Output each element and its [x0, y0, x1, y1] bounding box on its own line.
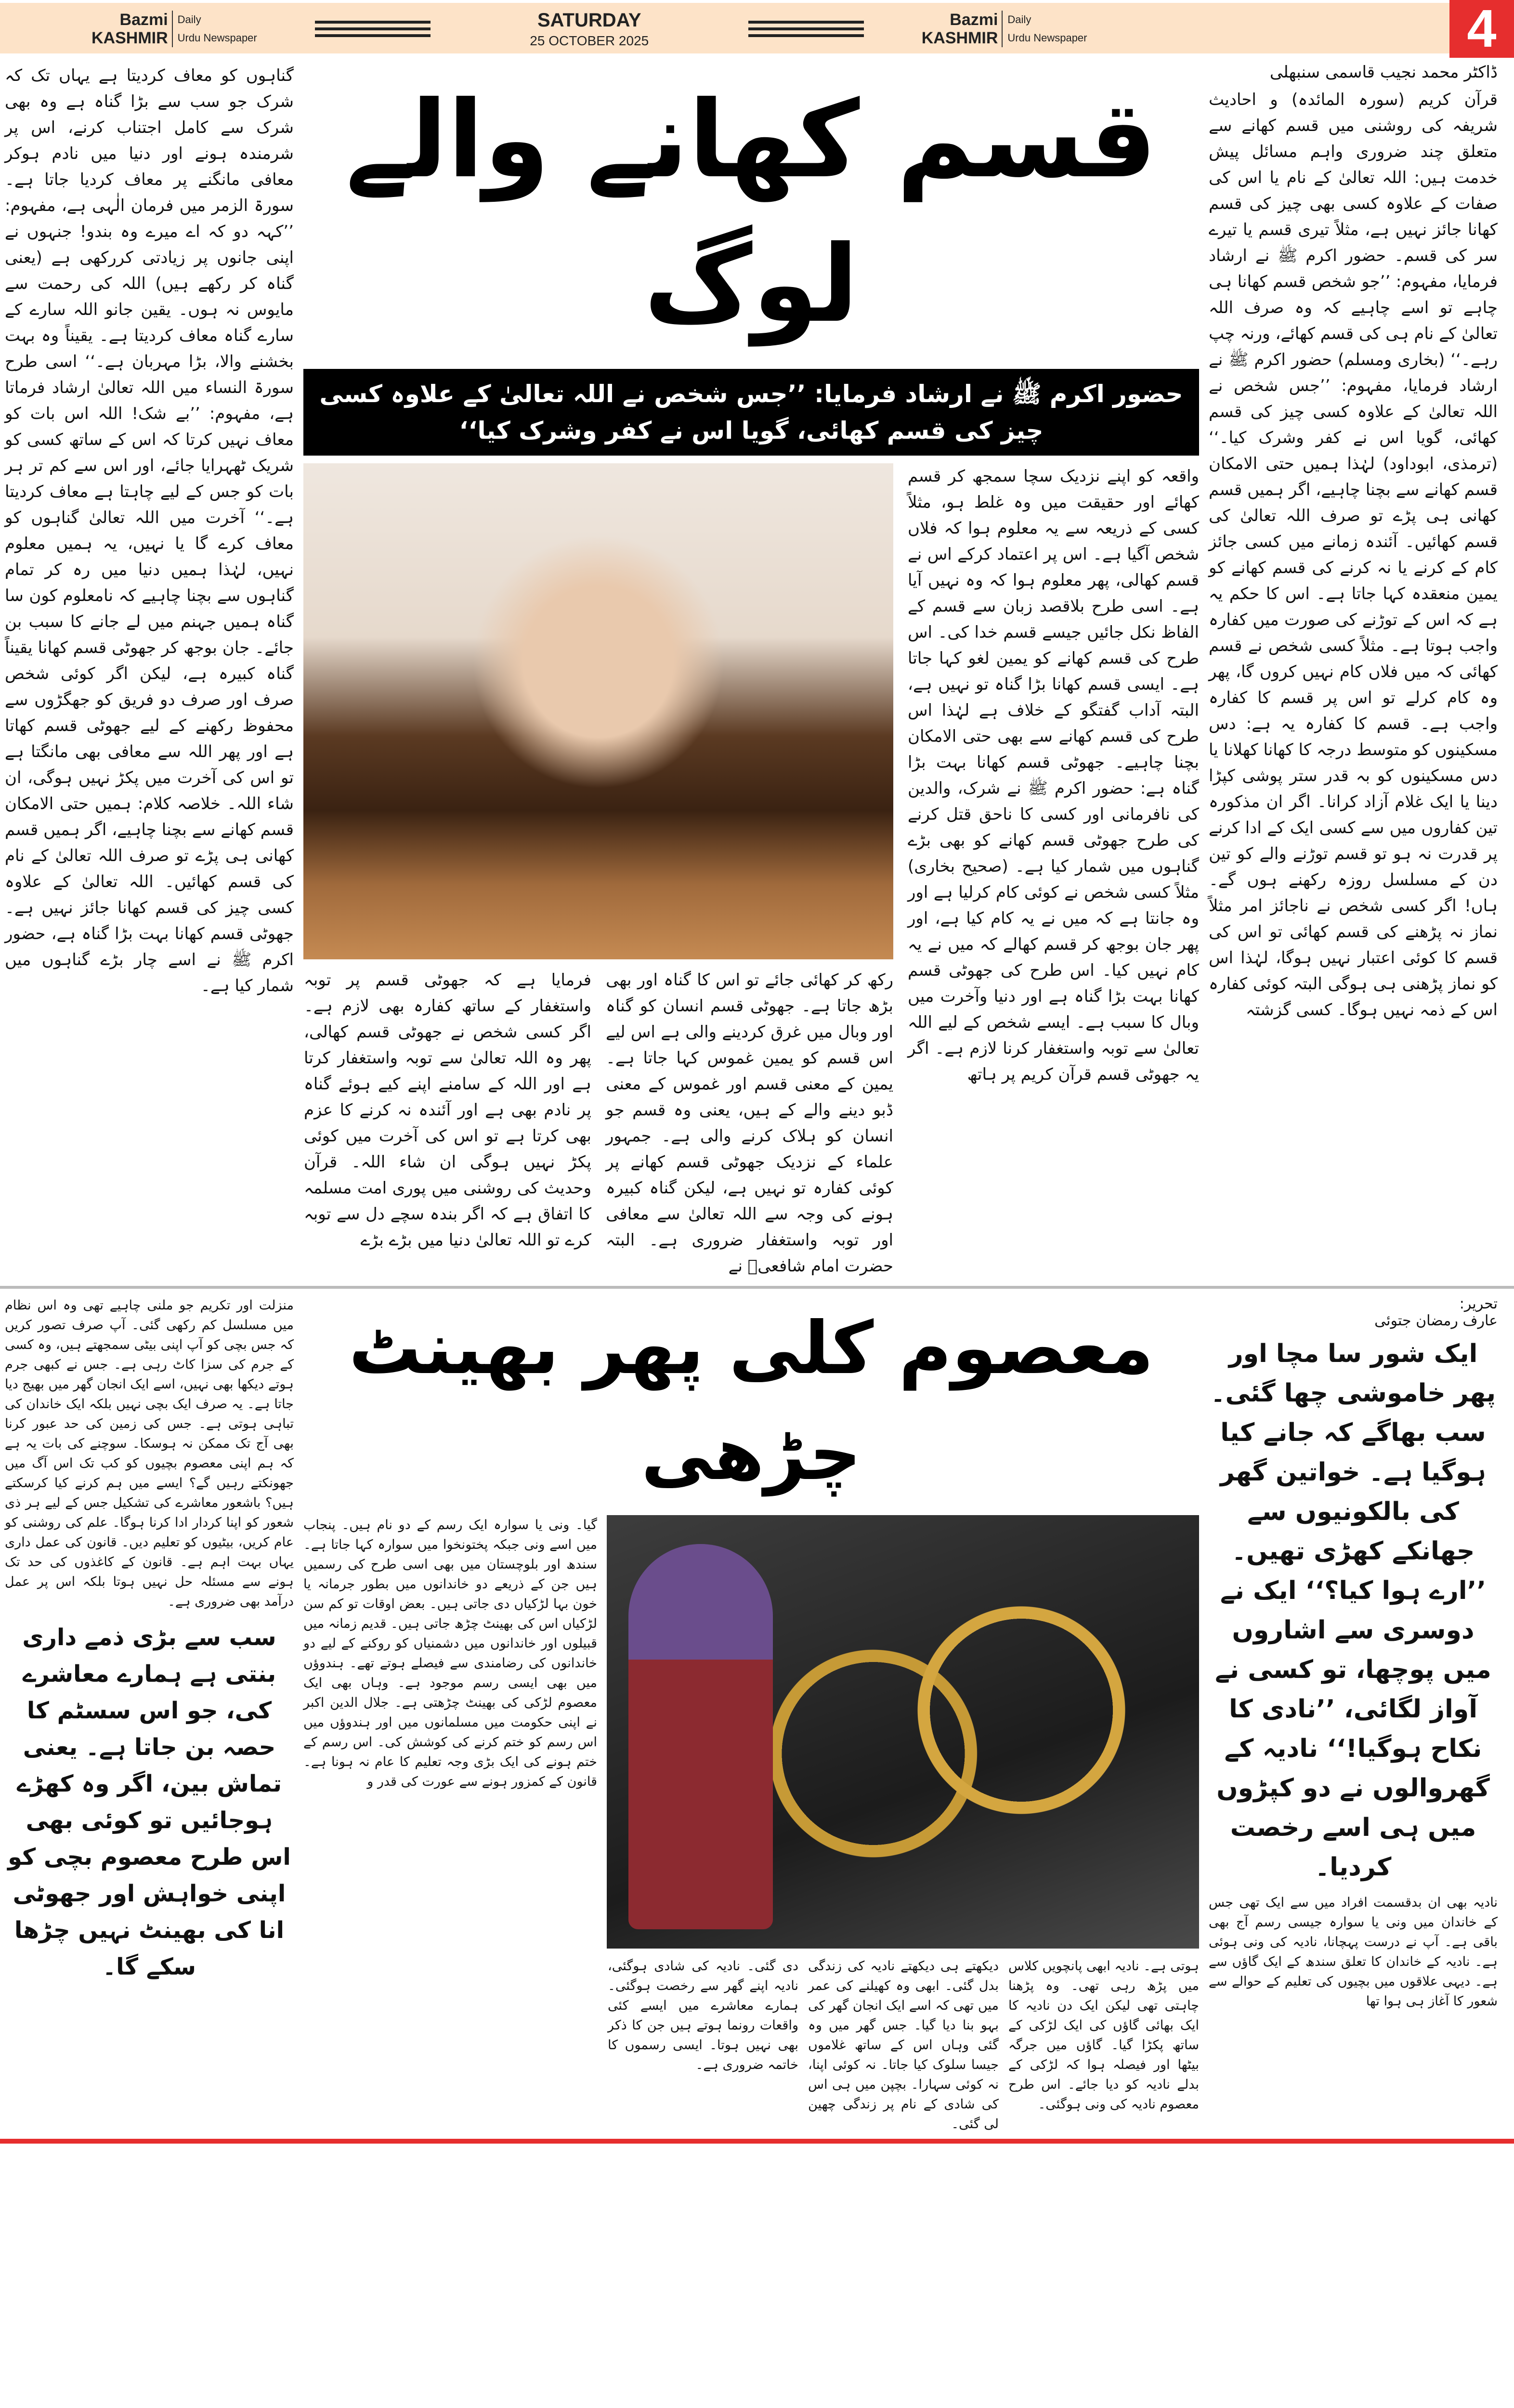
masthead-band — [0, 0, 1514, 58]
article1-right — [1209, 63, 1498, 1279]
rings-illustration — [607, 1515, 1199, 1949]
brand-tag-daily: Daily — [1007, 13, 1031, 26]
page-number: 4 — [1449, 0, 1514, 58]
section-divider — [0, 1286, 1514, 1289]
article1-column-below-1: رکھ کر کھائی جائے تو اس کا گناہ اور بھی بڑھ جاتا ہے۔ جھوٹی قسم انسان کو گناہ اور وبال میں غرق کردینے والی ہے اس لیے اس قسم کو یمین غموس کہا جاتا ہے۔ یمین کے معنی قسم اور غموس کے معنی ڈبو دینے والے کے ہیں، یعنی وہ قسم جو انسان کو ہلاک کرنے والی ہے۔ جمہور علماء کے نزدیک جھوٹی قسم کھانے پر کوئی کفارہ تو نہیں ہے، لیکن گناہ کبیرہ ہونے کی وجہ سے اللہ تعالیٰ سے معافی اور توبہ واستغفار ضروری ہے۔ البتہ حضرت امام شافعیؒ نے — [606, 970, 893, 1276]
article2-center — [303, 1296, 1199, 2134]
brand-tag-urdu: Urdu Newspaper — [177, 32, 257, 44]
article1-column-below-2: فرمایا ہے کہ جھوٹی قسم پر توبہ واستغفار کے ساتھ کفارہ بھی لازم ہے۔ اگر کسی شخص نے جھوٹی قسم کھالی، پھر وہ اللہ تعالیٰ سے توبہ واستغفار کرتا ہے اور اللہ کے سامنے اپنے کیے ہوئے گناہ پر نادم بھی ہے اور آئندہ نہ کرنے کا عزم بھی کرتا ہے تو اس کی آخرت میں کوئی پکڑ نہیں ہوگی ان شاء اللہ۔ قرآن وحدیث کی روشنی میں پوری امت مسلمہ کا اتفاق ہے کہ اگر بندہ سچے دل سے توبہ کرے تو اللہ تعالیٰ دنیا میں بڑے بڑے — [304, 970, 591, 1250]
issue-date: 25 OCTOBER 2025 — [530, 33, 649, 48]
brand-top: Bazmi — [119, 11, 168, 29]
brand-bottom: KASHMIR — [91, 29, 168, 47]
article2-right — [1209, 1296, 1498, 2134]
article2-column-under-image-1: ہوتی ہے۔ نادیہ ابھی پانچویں کلاس میں پڑھ رہی تھی۔ وہ پڑھنا چاہتی تھی لیکن ایک دن نادیہ کا ایک بھائی گاؤں کی ایک لڑکی کے ساتھ پکڑا گیا۔ گاؤں میں جرگہ بیٹھا اور فیصلہ ہوا کہ لڑکی کے بدلے نادیہ کو دیا جائے۔ اس طرح معصوم نادیہ کی ونی ہوگئی۔ — [1008, 1959, 1199, 2112]
article1 — [0, 63, 1514, 1279]
article1-quote-banner: حضور اکرم ﷺ نے ارشاد فرمایا: ’’جس شخص نے اللہ تعالیٰ کے علاوہ کسی چیز کی قسم کھائی، گویا اس نے کفر وشرک کیا‘‘ — [303, 369, 1199, 456]
masthead-left — [91, 11, 257, 47]
article2-lead-continued: نادیہ بھی ان بدقسمت افراد میں سے ایک تھی جس کے خاندان میں ونی یا سوارہ جیسی رسم آج بھی باقی ہے۔ آپ نے درست پہچانا، نادیہ کی ونی ہوئی ہے۔ نادیہ کے خاندان کا تعلق سندھ کے ایک گاؤں سے ہے۔ دیہی علاقوں میں بچیوں کی تعلیم کے حوالے سے شعور کا آغاز ہی ہوا تھا — [1209, 1895, 1498, 2009]
brand-top: Bazmi — [950, 11, 998, 29]
article2-column-under-image-3: دی گئی۔ نادیہ کی شادی ہوگئی، نادیہ اپنے گھر سے رخصت ہوگئی۔ ہمارے معاشرے میں ایسے کئی واقعات رونما ہوتے ہیں جن کا ذکر بھی نہیں ہوتا۔ ایسی رسموں کا خاتمہ ضروری ہے۔ — [608, 1959, 798, 2072]
article1-center — [303, 63, 1199, 1279]
footer-rule — [0, 2139, 1514, 2144]
masthead-right — [922, 11, 1087, 47]
article1-lower — [303, 463, 1199, 1279]
article1-column-left: گناہوں کو معاف کردیتا ہے یہاں تک کہ شرک جو سب سے بڑا گناہ ہے وہ بھی شرک سے کامل اجتناب کرنے، اس پر شرمندہ ہونے اور دنیا میں نادم ہوکر معافی مانگنے پر معاف کردیا جاتا ہے۔ سورۃ الزمر میں فرمان الٰہی ہے، مفہوم: ’’کہہ دو کہ اے میرے وہ بندو! جنہوں نے اپنی جانوں پر زیادتی کررکھی ہے (یعنی گناہ کر رکھے ہیں) اللہ کی رحمت سے مایوس نہ ہوں۔ یقین جانو اللہ سارے کے سارے گناہ معاف کردیتا ہے۔ یقیناً وہ بہت بخشنے والا، بڑا مہربان ہے۔‘‘ اسی طرح سورۃ النساء میں اللہ تعالیٰ ارشاد فرماتا ہے، مفہوم: ’’بے شک! اللہ اس بات کو معاف نہیں کرتا کہ اس کے ساتھ کسی کو شریک ٹھہرایا جائے، اور اس سے کم تر ہر بات کو جس کے لیے چاہتا ہے معاف کردیتا ہے۔‘‘ آخرت میں اللہ تعالیٰ گناہوں کو معاف کرے گا یا نہیں، یہ ہمیں معلوم نہیں، لہٰذا ہمیں دنیا میں رہ کر تمام گناہوں سے بچنا چاہیے کہ نامعلوم کون سا گناہ ہمیں جہنم میں لے جانے کا سبب بن جائے۔ جان بوجھ کر جھوٹی قسم کھانا یقیناً گناہ کبیرہ ہے، لیکن اگر کوئی شخص صرف اور صرف دو فریق کو جھگڑوں سے محفوظ رکھنے کے لیے جھوٹی قسم کھاتا ہے اور پھر اللہ سے معافی بھی مانگتا ہے تو اس کی آخرت میں پکڑ نہیں ہوگی، ان شاء اللہ۔ خلاصہ کلام: ہمیں حتی الامکان قسم کھانے سے بچنا چاہیے، اگر ہمیں قسم کھانی ہی پڑے تو صرف اللہ تعالیٰ کے نام کی قسم کھائیں۔ اللہ تعالیٰ کے علاوہ کسی چیز کی قسم کھانا جائز نہیں ہے۔ جھوٹی قسم کھانا بہت بڑا گناہ ہے، حضور اکرم ﷺ نے اسے چار بڑے گناہوں میں شمار کیا ہے۔ — [5, 66, 294, 995]
article1-column-right: قرآن کریم (سورہ المائدہ) و احادیث شریفہ کی روشنی میں قسم کھانے سے متعلق چند ضروری واہم مسائل پیش خدمت ہیں: اللہ تعالیٰ کے نام یا اس کی صفات کے علاوہ کسی بھی چیز کی قسم کھانا جائز نہیں ہے، مثلاً تیری قسم یا تیرے سر کی قسم۔ حضور اکرم ﷺ نے ارشاد فرمایا، مفہوم: ’’جو شخص قسم کھانا ہی چاہے تو اسے چاہیے کہ وہ صرف اللہ تعالیٰ کے نام ہی کی قسم کھائے، ورنہ چپ رہے۔‘‘ (بخاری ومسلم) حضور اکرم ﷺ نے ارشاد فرمایا، مفہوم: ’’جس شخص نے اللہ تعالیٰ کے علاوہ کسی چیز کی قسم کھائی، گویا اس نے کفر وشرک کیا۔‘‘ (ترمذی، ابوداود) لہٰذا ہمیں حتی الامکان قسم کھانے سے بچنا چاہیے، اگر ہمیں قسم کھانی ہی پڑے تو صرف اللہ تعالیٰ کی قسم کھائیں۔ آئندہ زمانے میں کسی جائز کام کے کرنے یا نہ کرنے کی قسم کھانے کو یمین منعقدہ کہا جاتا ہے۔ اس کا حکم یہ ہے کہ اس کے توڑنے کی صورت میں کفارہ واجب ہوتا ہے۔ مثلاً کسی شخص نے قسم کھائی کہ میں فلاں کام نہیں کروں گا، پھر وہ کام کرلے تو اس پر قسم کا کفارہ واجب ہے۔ قسم کا کفارہ یہ ہے: دس مسکینوں کو متوسط درجہ کا کھانا کھلانا یا دس مسکینوں کو بہ قدر ستر پوشی کپڑا دینا یا ایک غلام آزاد کرانا۔ اگر ان مذکورہ تین کفاروں میں سے کسی ایک کے ادا کرنے پر قدرت نہ ہو تو قسم توڑنے والے کو تین دن کے مسلسل روزہ رکھنے ہوں گے۔ ہاں! اگر کسی شخص نے ناجائز امر مثلاً نماز نہ پڑھنے کی قسم کھائی تو اس کی قسم کا کوئی اعتبار نہیں ہوگا، لہٰذا اس کو نماز پڑھنی ہی ہوگی البتہ کوئی کفارہ اس کے ذمہ نہیں ہوگا۔ کسی گزشتہ — [1209, 90, 1498, 1020]
article2-left — [5, 1296, 294, 2134]
byline-label: تحریر: — [1459, 1296, 1498, 1312]
weekday: SATURDAY — [537, 9, 641, 31]
article2-pull-quote: سب سے بڑی ذمے داری بنتی ہے ہمارے معاشرے کی، جو اس سسٹم کا حصہ بن جاتا ہے۔ یعنی تماش بین، اگر وہ کھڑے ہوجائیں تو کوئی بھی اس طرح معصوم بچی کو اپنی خواہش اور جھوٹی انا کی بھینٹ نہیں چڑھا سکے گا۔ — [8, 1624, 291, 1980]
article2-lead: ایک شور سا مچا اور پھر خاموشی چھا گئی۔ سب بھاگے کہ جانے کیا ہوگیا ہے۔ خواتین گھر کی بالکونیوں سے جھانکے کھڑی تھیں۔ ’’ارے ہوا کیا؟‘‘ ایک نے دوسری سے اشاروں میں پوچھا، تو کسی نے آواز لگائی، ’’نادی کا نکاح ہوگیا!‘‘ نادیہ کے گھروالوں نے دو کپڑوں میں ہی اسے رخصت کردیا۔ — [1211, 1339, 1496, 1882]
article2-author: عارف رمضان جتوئی — [1374, 1312, 1498, 1329]
hand-on-book-photo — [303, 463, 893, 959]
brand-tag-daily: Daily — [177, 13, 201, 26]
article2-column-middle: گیا۔ ونی یا سوارہ ایک رسم کے دو نام ہیں۔ پنجاب میں اسے ونی جبکہ پختونخوا میں سوارہ کہا جاتا ہے۔ سندھ اور بلوچستان میں بھی اسی طرح کی رسمیں ہیں جن کے ذریعے دو خاندانوں میں بطور جرمانہ یا خون بہا لڑکیاں دی جاتی ہیں۔ بعض اوقات تو کم سن لڑکیاں اس کی بھینٹ چڑھ جاتی ہیں۔ قدیم زمانہ میں قبیلوں اور خاندانوں میں دشمنیاں کو روکنے کے لیے دو خاندانوں کی رضامندی سے فیصلے ہوتے تھے۔ ہندوؤں میں بھی ایسی رسم موجود ہے۔ وہاں بھی ایک معصوم لڑکی کی بھینٹ چڑھتی ہے۔ جلال الدین اکبر نے اپنی حکومت میں مسلمانوں میں اور ہندوؤں میں اس رسم کو ختم کرنے کی کوشش کی۔ اس رسم کے ختم ہونے کی ایک بڑی وجہ تعلیم کا عام نہ ہونا ہے۔ قانون کے کمزور ہونے سے عورت کی قدر و — [303, 1518, 597, 1789]
article2-headline: معصوم کلی پھر بھینٹ چڑھی — [349, 1307, 1154, 1496]
brand-bottom: KASHMIR — [921, 29, 998, 47]
veiled-girl-figure — [628, 1544, 773, 1929]
article2-byline — [1209, 1296, 1498, 1329]
brand-tag-urdu: Urdu Newspaper — [1007, 32, 1087, 44]
article1-column-center-right: واقعہ کو اپنے نزدیک سچا سمجھ کر قسم کھائے اور حقیقت میں وہ غلط ہو، مثلاً کسی کے ذریعہ سے یہ معلوم ہوا کہ فلاں شخص آگیا ہے۔ اس پر اعتماد کرکے اس نے قسم کھالی، پھر معلوم ہوا کہ وہ نہیں آیا ہے۔ اسی طرح بلاقصد زبان سے قسم کے الفاظ نکل جائیں جیسے قسم خدا کی۔ اس طرح کی قسم کھانے کو یمین لغو کہا جاتا ہے۔ ایسی قسم کھانا بڑا گناہ تو نہیں ہے، البتہ آداب گفتگو کے خلاف ہے لہٰذا اس طرح کی قسم کھانے سے بھی حتی الامکان بچنا چاہیے۔ جھوٹی قسم کھانا بہت بڑا گناہ ہے: حضور اکرم ﷺ نے شرک، والدین کی نافرمانی اور کسی کا ناحق قتل کرنے کی طرح جھوٹی قسم کھانے کو بھی بڑے گناہوں میں شمار کیا ہے۔ (صحیح بخاری) مثلاً کسی شخص نے کوئی کام کرلیا ہے اور وہ جانتا ہے کہ میں نے یہ کام کیا ہے، اور پھر جان بوجھ کر قسم کھالے کہ میں نے یہ کام نہیں کیا۔ اس طرح کی جھوٹی قسم کھانا بہت بڑا گناہ ہے اور دنیا وآخرت میں وبال کا سبب ہے۔ ایسے شخص کے لیے اللہ تعالیٰ سے توبہ واستغفار کرنا لازم ہے۔ اگر یہ جھوٹی قسم قرآن کریم پر ہاتھ — [908, 467, 1199, 1084]
article2 — [0, 1296, 1514, 2134]
article2-column-under-image-2: دیکھتے ہی دیکھتے نادیہ کی زندگی بدل گئی۔ ابھی وہ کھیلنے کی عمر میں تھی کہ اسے ایک انجان گھر کی بہو بنا دیا گیا۔ جس گھر میں وہ گئی وہاں اس کے ساتھ غلاموں جیسا سلوک کیا جاتا۔ نہ کوئی اپنا، نہ کوئی سہارا۔ بچپن میں ہی اس کی شادی کے نام پر زندگی چھین لی گئی۔ — [808, 1959, 999, 2132]
article2-column-left: منزلت اور تکریم جو ملنی چاہیے تھی وہ اس نظام میں مسلسل کم رکھی گئی۔ آپ صرف تصور کریں کہ جس بچی کو آپ اپنی بیٹی سمجھتے ہیں، وہ کسی کے جرم کی سزا کاٹ رہی ہے۔ جس نے کبھی جرم ہوتے دیکھا بھی نہیں، اسے ایک انجان گھر میں بھیج دیا جاتا ہے۔ یہ صرف ایک بچی نہیں بلکہ ایک خاندان کی تباہی ہوتی ہے۔ جس کی زمین کی حد عبور کرنا بھی آج تک ممکن نہ ہوسکا۔ سوچنے کی بات یہ ہے کہ ہم اپنی معصوم بچیوں کو کب تک اس آگ میں جھونکتے رہیں گے؟ ایسے میں ہم کرنے کیا کرسکتے ہیں؟ باشعور معاشرے کی تشکیل جس کے لیے ہر ذی شعور کو اپنا کردار ادا کرنا ہوگا۔ علم کی روشنی کو عام کریں، بیٹیوں کو تعلیم دیں۔ قانون کی عمل داری یہاں بہت اہم ہے۔ قانون کے کاغذوں کی حد تک ہونے سے مسئلہ حل نہیں ہوتا بلکہ اس پر عمل درآمد بھی ضروری ہے۔ — [5, 1298, 294, 1609]
date-block — [488, 10, 691, 49]
article1-author: ڈاکٹر محمد نجیب قاسمی سنبھلی — [1269, 63, 1498, 82]
article1-headline: قسم کھانے والے لوگ — [345, 78, 1157, 346]
masthead-rule-right — [748, 21, 864, 37]
masthead-rule-left — [315, 21, 431, 37]
